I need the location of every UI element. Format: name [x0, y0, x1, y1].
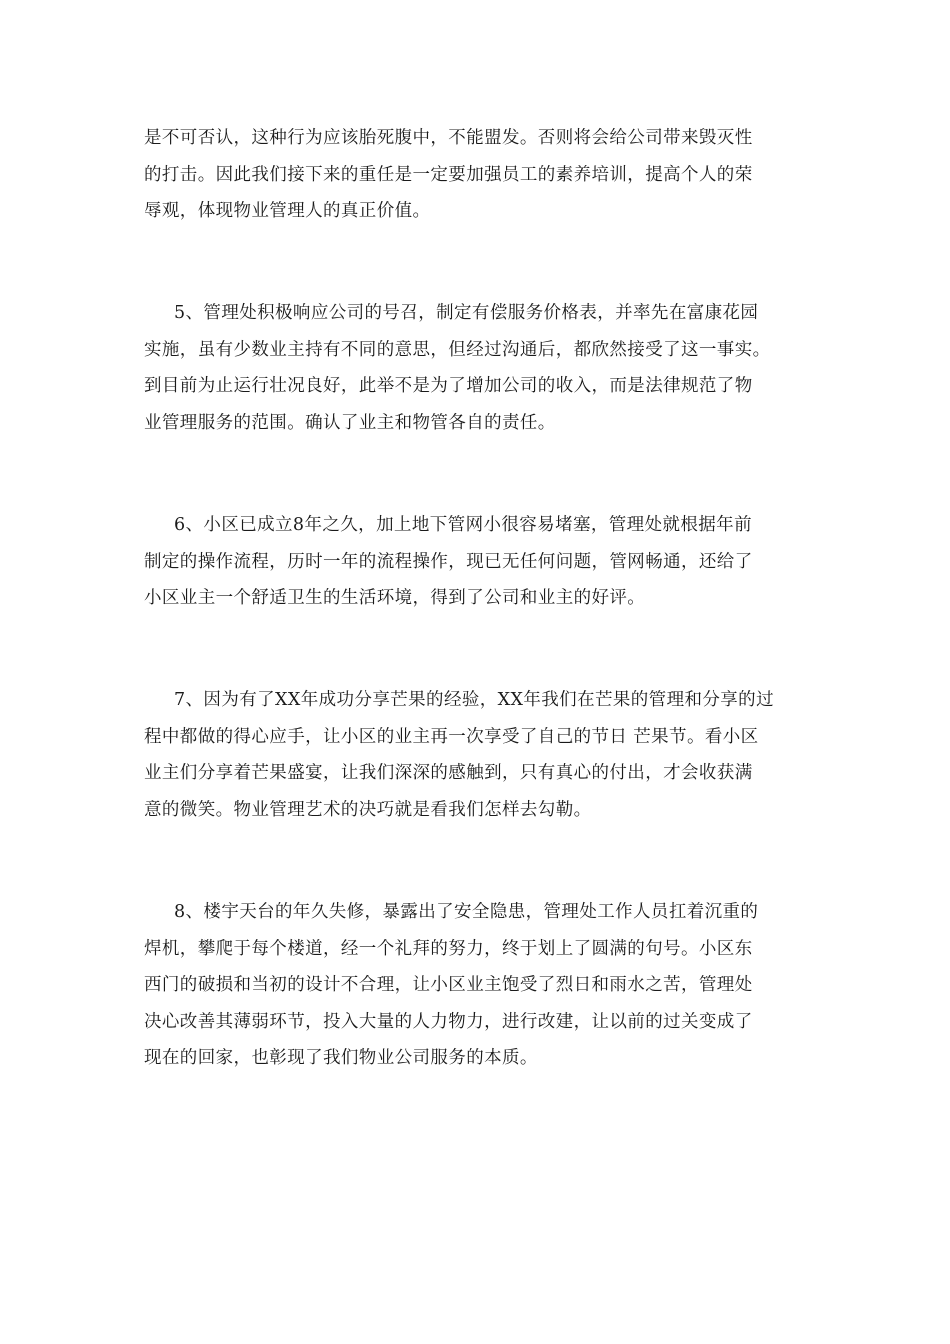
- paragraph-line: 小区业主一个舒适卫生的生活环境，得到了公司和业主的好评。: [144, 588, 646, 608]
- paragraph-1: [144, 120, 812, 230]
- paragraph-line: 现在的回家，也彰现了我们物业公司服务的本质。: [144, 1048, 538, 1068]
- paragraph-6: [144, 507, 812, 617]
- paragraph-line: 是不可否认，这种行为应该胎死腹中，不能盟发。否则将会给公司带来毁灭性: [144, 128, 753, 148]
- paragraph-5: [144, 295, 812, 441]
- paragraph-line: 制定的操作流程，历时一年的流程操作，现已无任何问题，管网畅通，还给了: [144, 551, 753, 572]
- paragraph-line: 决心改善其薄弱环节，投入大量的人力物力，进行改建，让以前的过关变成了: [144, 1011, 753, 1032]
- paragraph-line: 程中都做的得心应手，让小区的业主再一次享受了自己的节日 芒果节。看小区: [144, 726, 759, 747]
- paragraph-line: 5、管理处积极响应公司的号召，制定有偿服务价格表，并率先在富康花园: [174, 303, 759, 323]
- paragraph-line: 西门的破损和当初的设计不合理，让小区业主饱受了烈日和雨水之苦，管理处: [144, 975, 753, 995]
- paragraph-line: 业主们分享着芒果盛宴，让我们深深的感触到，只有真心的付出，才会收获满: [144, 763, 753, 783]
- paragraph-line: 实施，虽有少数业主持有不同的意思，但经过沟通后，都欣然接受了这一事实。: [144, 339, 771, 360]
- paragraph-line: 辱观，体现物业管理人的真正价值。: [144, 201, 431, 221]
- paragraph-7: [144, 682, 812, 828]
- paragraph-line: 的打击。因此我们接下来的重任是一定要加强员工的素养培训，提高个人的荣: [144, 164, 753, 185]
- paragraph-line: 8、楼宇天台的年久失修，暴露出了安全隐患，管理处工作人员扛着沉重的: [174, 902, 759, 922]
- paragraph-line: 6、小区已成立8年之久，加上地下管网小很容易堵塞，管理处就根据年前: [174, 515, 752, 535]
- paragraph-line: 到目前为止运行壮况良好，此举不是为了增加公司的收入，而是法律规范了物: [144, 376, 753, 396]
- paragraph-line: 7、因为有了XX年成功分享芒果的经验，XX年我们在芒果的管理和分享的过: [174, 690, 774, 710]
- paragraph-line: 焊机，攀爬于每个楼道，经一个礼拜的努力，终于划上了圆满的句号。小区东: [144, 938, 753, 959]
- paragraph-line: 业管理服务的范围。确认了业主和物管各自的责任。: [144, 412, 556, 433]
- paragraph-8: [144, 894, 812, 1077]
- paragraph-line: 意的微笑。物业管理艺术的决巧就是看我们怎样去勾勒。: [144, 799, 592, 820]
